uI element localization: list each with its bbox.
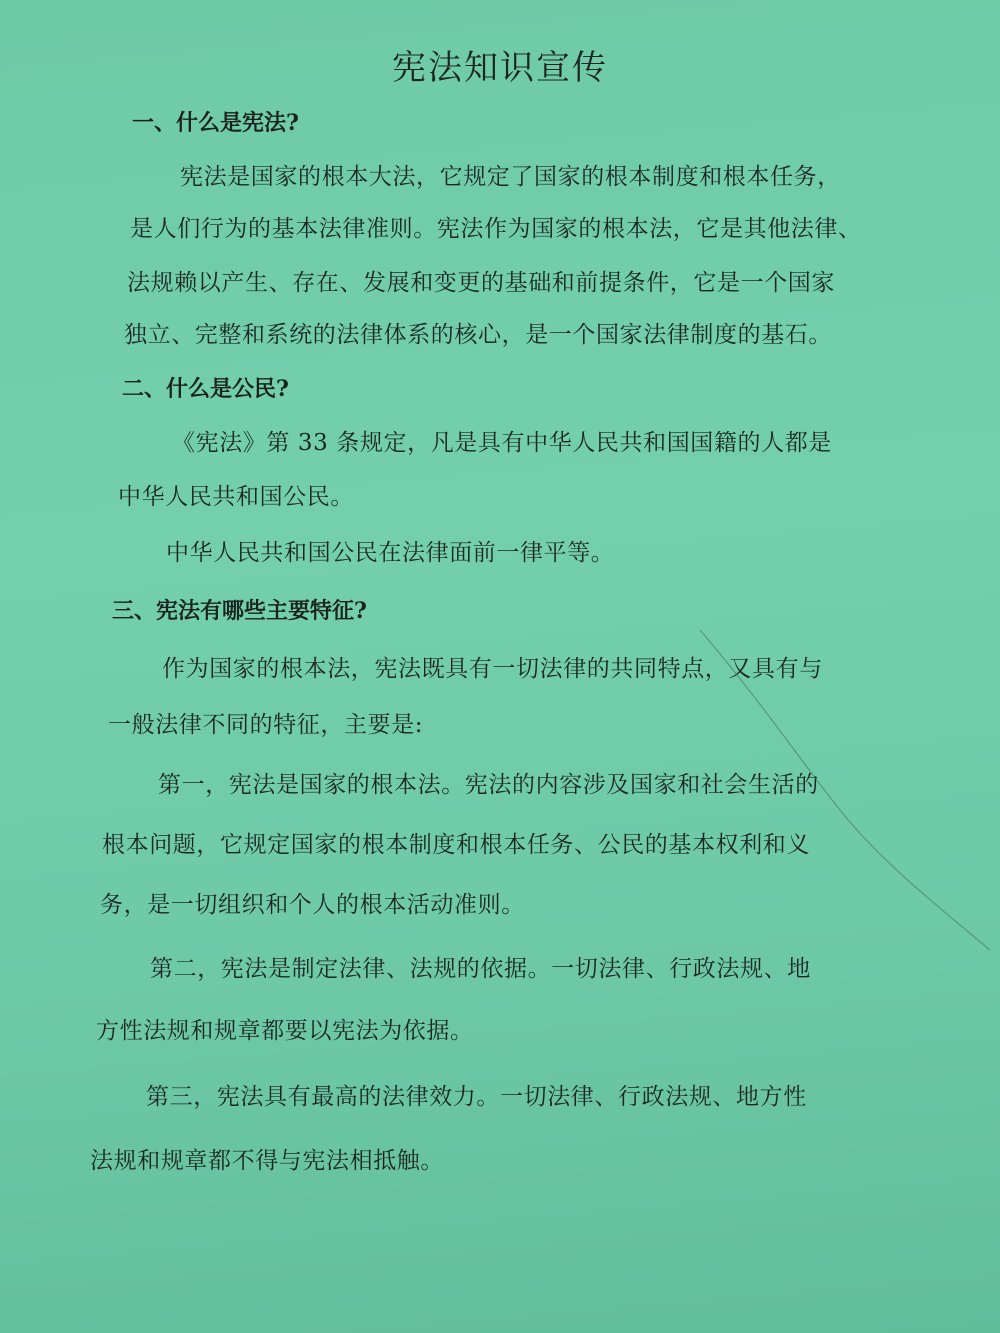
paragraph-line: 《宪法》第 33 条规定，凡是具有中华人民共和国国籍的人都是 bbox=[172, 430, 832, 456]
paragraph-line: 中华人民共和国公民在法律面前一律平等。 bbox=[166, 540, 615, 566]
paragraph-line: 根本问题，它规定国家的根本制度和根本任务、公民的基本权利和义 bbox=[102, 832, 810, 858]
paragraph-line: 中华人民共和国公民。 bbox=[118, 484, 354, 510]
paragraph-line: 法规赖以产生、存在、发展和变更的基础和前提条件，它是一个国家 bbox=[127, 270, 835, 296]
paragraph-line: 一般法律不同的特征，主要是: bbox=[108, 712, 424, 738]
section-heading-2: 二、什么是公民? bbox=[122, 376, 289, 402]
paragraph-line: 务，是一切组织和个人的根本活动准则。 bbox=[100, 892, 525, 918]
paragraph-line: 第二，宪法是制定法律、法规的依据。一切法律、行政法规、地 bbox=[150, 956, 811, 982]
document-title: 宪法知识宣传 bbox=[392, 48, 608, 88]
paragraph-line: 独立、完整和系统的法律体系的核心，是一个国家法律制度的基石。 bbox=[124, 322, 832, 348]
paragraph-line: 是人们行为的基本法律准则。宪法作为国家的根本法，它是其他法律、 bbox=[130, 216, 862, 242]
section-heading-1: 一、什么是宪法? bbox=[132, 110, 299, 136]
paragraph-line: 法规和规章都不得与宪法相抵触。 bbox=[90, 1148, 444, 1174]
paragraph-line: 第三，宪法具有最高的法律效力。一切法律、行政法规、地方性 bbox=[146, 1084, 807, 1110]
paragraph-line: 作为国家的根本法，宪法既具有一切法律的共同特点，又具有与 bbox=[162, 656, 823, 682]
paragraph-line: 第一，宪法是国家的根本法。宪法的内容涉及国家和社会生活的 bbox=[158, 772, 819, 798]
paragraph-line: 宪法是国家的根本大法，它规定了国家的根本制度和根本任务， bbox=[180, 164, 841, 190]
paragraph-line: 方性法规和规章都要以宪法为依据。 bbox=[96, 1018, 474, 1044]
section-heading-3: 三、宪法有哪些主要特征? bbox=[112, 598, 367, 624]
